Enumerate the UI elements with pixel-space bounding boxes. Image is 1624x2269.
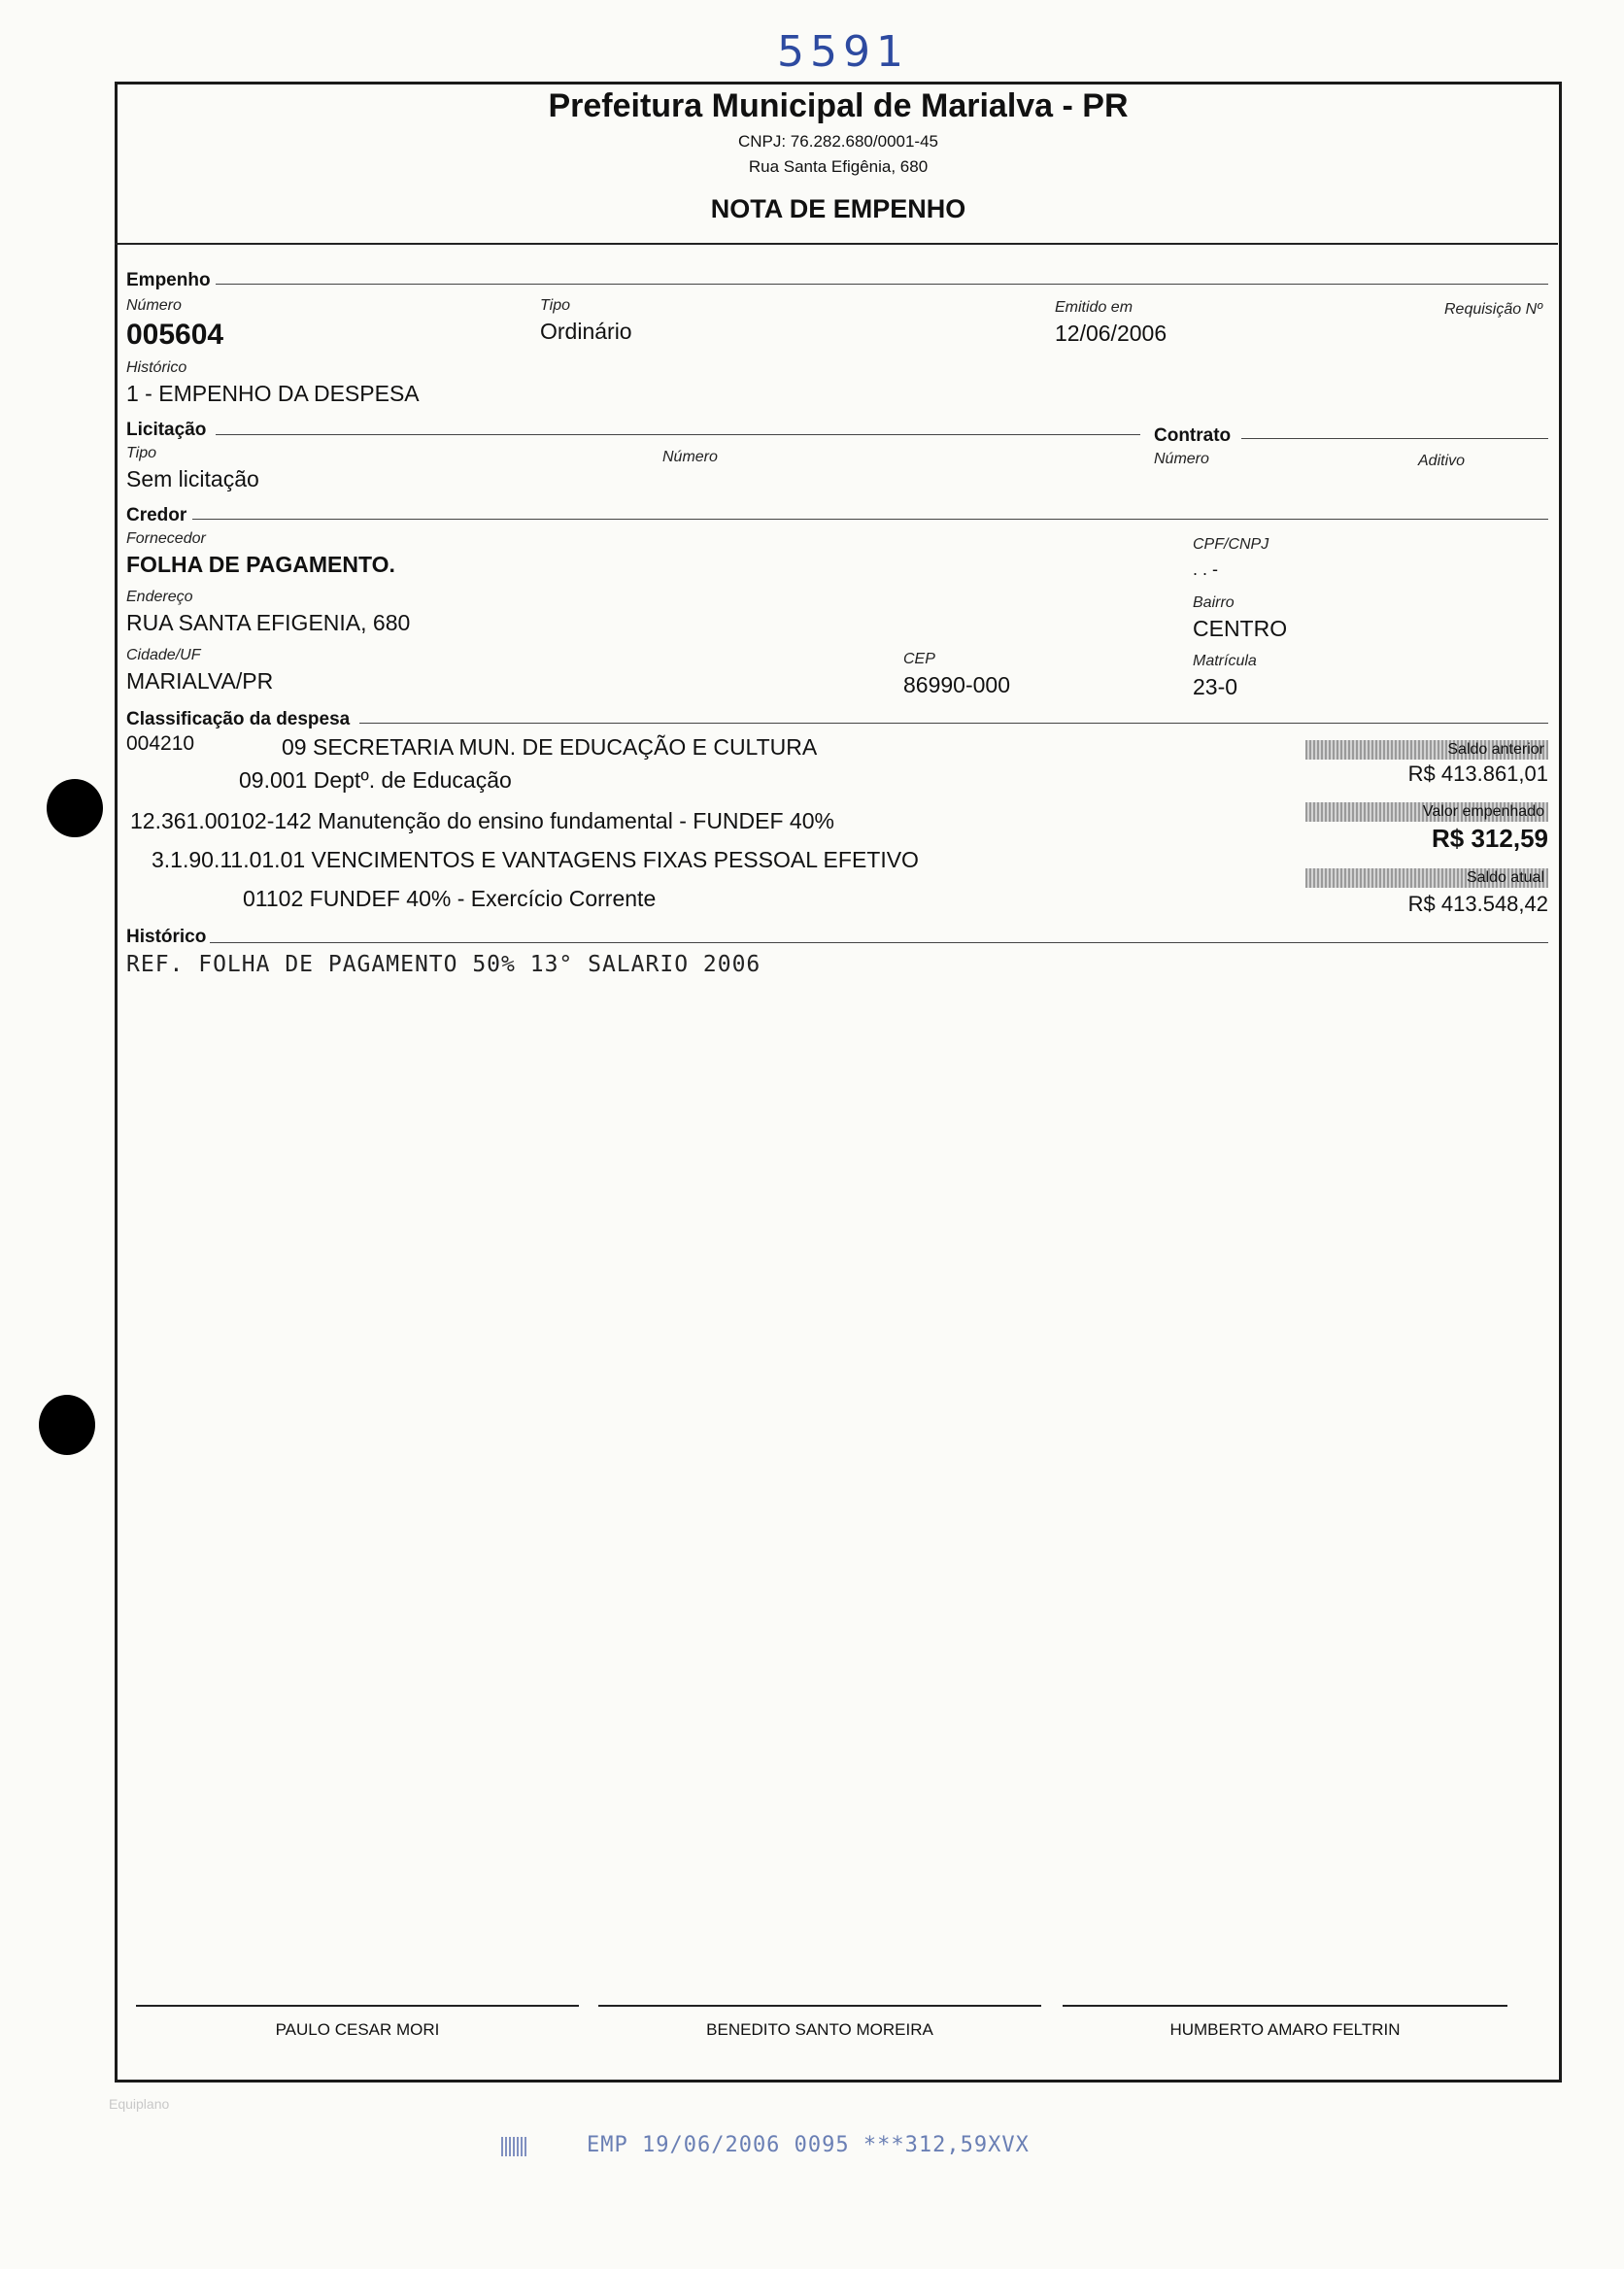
classificacao-line-5: 01102 FUNDEF 40% - Exercício Corrente: [243, 886, 657, 911]
empenho-historico-label: Histórico: [126, 359, 187, 376]
bairro-label: Bairro: [1193, 594, 1235, 611]
contrato-aditivo-label: Aditivo: [1418, 453, 1466, 469]
empenho-numero-label: Número: [126, 297, 182, 314]
stamp-barcode-icon: [501, 2137, 526, 2156]
bairro-value: CENTRO: [1193, 616, 1288, 641]
municipality-title: Prefeitura Municipal de Marialva - PR: [548, 87, 1129, 124]
classificacao-line-2: 09.001 Deptº. de Educação: [239, 767, 512, 793]
fornecedor-name: FOLHA DE PAGAMENTO.: [126, 552, 395, 577]
signature-line-2: [598, 2005, 1041, 2007]
licitacao-tipo: Sem licitação: [126, 466, 259, 491]
empenho-tipo: Ordinário: [540, 319, 632, 344]
licitacao-numero-label: Número: [662, 449, 718, 465]
classificacao-code: 004210: [126, 732, 195, 755]
empenho-rule: [216, 284, 1548, 285]
fornecedor-label: Fornecedor: [126, 530, 206, 547]
address-text: Rua Santa Efigênia, 680: [748, 157, 929, 176]
header-divider: [115, 243, 1558, 245]
licitacao-tipo-label: Tipo: [126, 445, 156, 461]
signature-name-3: HUMBERTO AMARO FELTRIN: [1169, 2020, 1401, 2039]
cep-label: CEP: [903, 651, 935, 667]
valor-empenhado-value: R$ 312,59: [1432, 824, 1548, 853]
software-watermark: Equiplano: [109, 2096, 170, 2112]
credor-section-title: Credor: [126, 505, 187, 525]
cidade-value: MARIALVA/PR: [126, 668, 274, 694]
cpf-cnpj-label: CPF/CNPJ: [1193, 536, 1269, 553]
contrato-section-title: Contrato: [1154, 425, 1232, 446]
licitacao-rule: [216, 434, 1140, 435]
contrato-numero-label: Número: [1154, 451, 1209, 467]
cnpj-text: CNPJ: 76.282.680/0001-45: [737, 132, 939, 151]
punch-hole-top: [47, 779, 103, 837]
matricula-value: 23-0: [1193, 674, 1238, 699]
handwritten-page-number: 5591: [777, 27, 909, 77]
empenho-numero: 005604: [126, 319, 224, 351]
saldo-anterior-label: Saldo anterior: [1305, 740, 1548, 760]
classificacao-line-4: 3.1.90.11.01.01 VENCIMENTOS E VANTAGENS FIXAS PESSOAL EFETIVO: [152, 847, 919, 872]
cep-value: 86990-000: [903, 672, 1010, 697]
emitido-label: Emitido em: [1055, 299, 1133, 316]
signature-name-1: PAULO CESAR MORI: [275, 2020, 440, 2039]
saldo-atual-label: Saldo atual: [1305, 868, 1548, 888]
mechanical-stamp: EMP 19/06/2006 0095 ***312,59XVX: [587, 2133, 1030, 2157]
saldo-anterior-value: R$ 413.861,01: [1407, 762, 1548, 786]
signature-line-3: [1063, 2005, 1507, 2007]
requisicao-label: Requisição Nº: [1444, 301, 1542, 318]
cidade-label: Cidade/UF: [126, 647, 201, 663]
signature-line-1: [136, 2005, 579, 2007]
saldo-atual-value: R$ 413.548,42: [1407, 892, 1548, 916]
empenho-section-title: Empenho: [126, 270, 211, 290]
endereco-value: RUA SANTA EFIGENIA, 680: [126, 610, 411, 635]
historico-section-title: Histórico: [126, 927, 207, 947]
classificacao-line-3: 12.361.00102-142 Manutenção do ensino fundamental - FUNDEF 40%: [130, 808, 834, 833]
contrato-rule: [1241, 438, 1548, 439]
licitacao-section-title: Licitação: [126, 420, 207, 440]
classificacao-line-1: 09 SECRETARIA MUN. DE EDUCAÇÃO E CULTURA: [282, 734, 818, 760]
cpf-cnpj-value: . . -: [1193, 559, 1218, 579]
document-title: NOTA DE EMPENHO: [710, 194, 966, 223]
emitido-date: 12/06/2006: [1055, 321, 1167, 346]
endereco-label: Endereço: [126, 589, 193, 605]
valor-empenhado-label: Valor empenhado: [1305, 802, 1548, 822]
empenho-tipo-label: Tipo: [540, 297, 570, 314]
empenho-historico: 1 - EMPENHO DA DESPESA: [126, 381, 420, 406]
signature-name-2: BENEDITO SANTO MOREIRA: [706, 2020, 933, 2039]
historico-rule: [210, 942, 1548, 943]
matricula-label: Matrícula: [1193, 653, 1257, 669]
classificacao-section-title: Classificação da despesa: [126, 709, 351, 729]
classificacao-rule: [359, 723, 1548, 724]
punch-hole-bottom: [39, 1395, 95, 1455]
historico-text: REF. FOLHA DE PAGAMENTO 50% 13° SALARIO 2006: [126, 952, 761, 977]
credor-rule: [192, 519, 1548, 520]
